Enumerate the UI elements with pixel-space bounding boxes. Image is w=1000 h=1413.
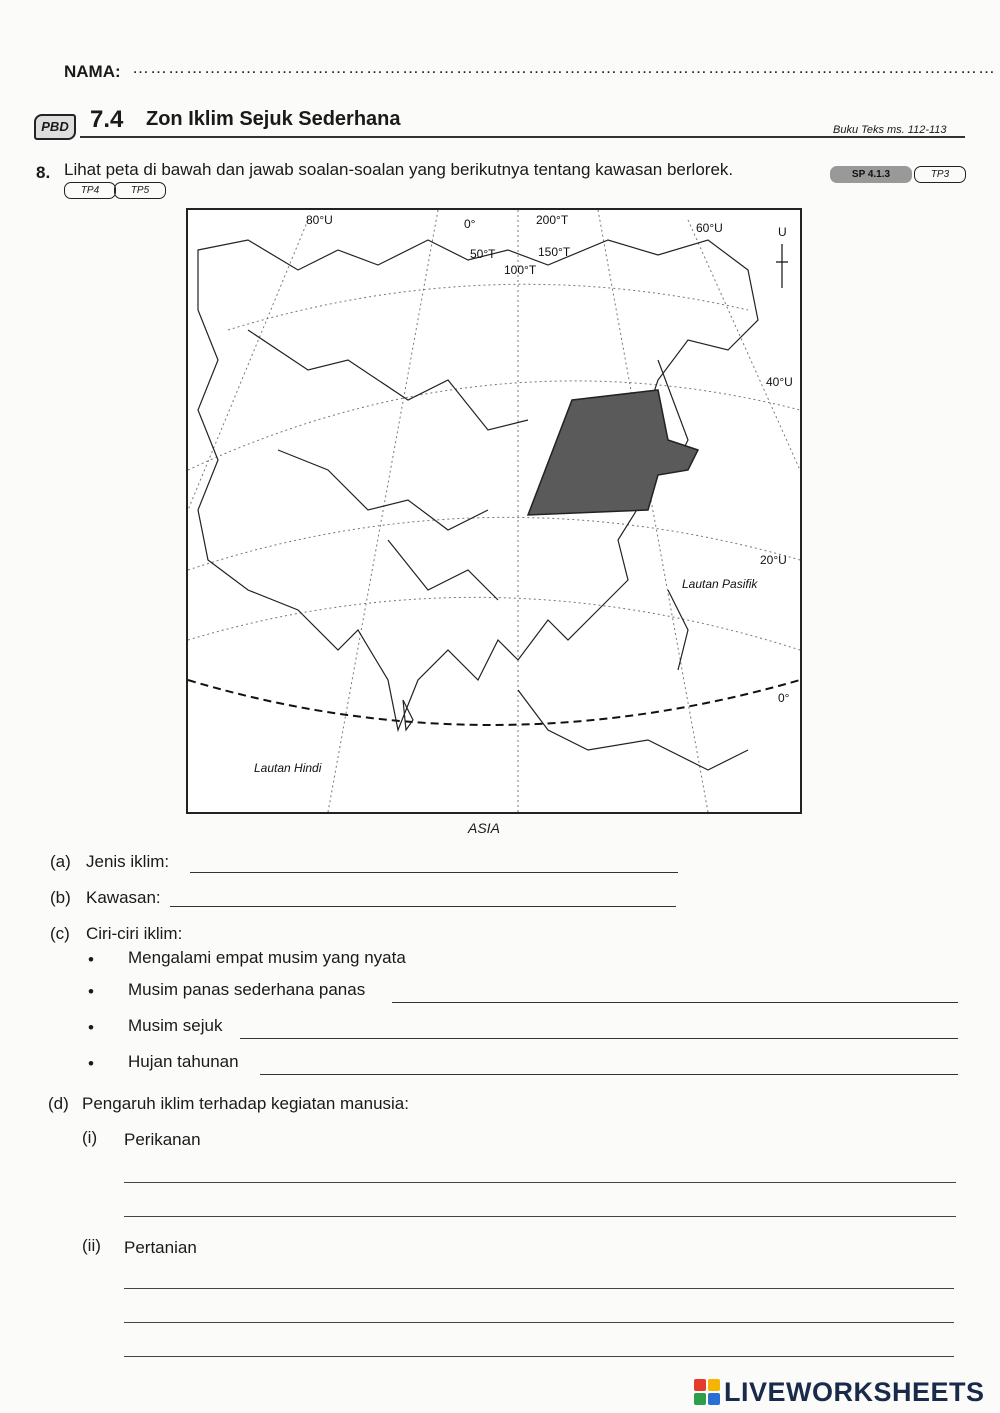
bullet-icon: • xyxy=(88,1054,94,1073)
section-number: 7.4 xyxy=(90,106,124,133)
name-input-line[interactable]: ……………………………………………………………………………………………………………………………… xyxy=(132,58,996,77)
rainfall-answer-line[interactable] xyxy=(260,1074,958,1075)
name-label: NAMA: xyxy=(64,62,121,81)
longitude-line xyxy=(188,220,308,510)
climate-trait-item: Musim sejuk xyxy=(128,1016,223,1035)
shaded-temperate-region xyxy=(528,390,698,515)
map-label-pacific: Lautan Pasifik xyxy=(682,577,758,591)
tp5-tag: TP5 xyxy=(114,182,166,199)
logo-text: LIVEWORKSHEETS xyxy=(724,1376,985,1407)
north-arrow-label: U xyxy=(778,225,787,239)
map-label-40u: 40°U xyxy=(766,375,793,389)
asia-map xyxy=(186,208,802,814)
latitude-line xyxy=(188,597,800,650)
part-d-ii-label: (ii) xyxy=(82,1236,101,1255)
climate-trait-item: Hujan tahunan xyxy=(128,1052,239,1071)
header-divider xyxy=(80,136,965,138)
question-text: Lihat peta di bawah dan jawab soalan-soalan yang berikutnya tentang kawasan berlorek. xyxy=(64,160,734,179)
part-d-ii-text: Pertanian xyxy=(124,1238,197,1257)
equator-line xyxy=(188,680,800,725)
part-b-answer-line[interactable] xyxy=(170,906,676,907)
map-label-50t: 50°T xyxy=(470,247,496,261)
part-d-label: (d) xyxy=(48,1094,69,1113)
part-c-text: Ciri-ciri iklim: xyxy=(86,924,183,943)
fishery-answer-line[interactable] xyxy=(124,1216,956,1217)
map-label-100t: 100°T xyxy=(504,263,537,277)
map-label-200t: 200°T xyxy=(536,213,569,227)
part-a-answer-line[interactable] xyxy=(190,872,678,873)
part-d-i-label: (i) xyxy=(82,1128,98,1147)
part-a-text: Jenis iklim: xyxy=(86,852,170,871)
part-c-label: (c) xyxy=(50,924,70,943)
tp3-tag: TP3 xyxy=(914,166,966,183)
logo-square xyxy=(694,1393,706,1405)
logo-icon xyxy=(694,1379,720,1405)
latitude-line xyxy=(228,284,748,330)
agriculture-answer-line[interactable] xyxy=(124,1322,954,1323)
question-number: 8. xyxy=(36,163,51,182)
part-b-text: Kawasan: xyxy=(86,888,161,907)
climate-trait-item: Musim panas sederhana panas xyxy=(128,980,366,999)
book-reference: Buku Teks ms. 112-113 xyxy=(833,124,947,136)
map-caption: ASIA xyxy=(468,820,500,836)
logo-square xyxy=(708,1393,720,1405)
map-label-indian: Lautan Hindi xyxy=(254,761,322,775)
agriculture-answer-line[interactable] xyxy=(124,1288,954,1289)
part-b-label: (b) xyxy=(50,888,71,907)
bullet-icon: • xyxy=(88,982,94,1001)
map-label-0-lat: 0° xyxy=(778,691,790,705)
latitude-line xyxy=(188,517,800,570)
section-title: Zon Iklim Sejuk Sederhana xyxy=(146,108,401,130)
country-border xyxy=(248,330,528,430)
philippines-outline xyxy=(668,590,688,670)
winter-answer-line[interactable] xyxy=(240,1038,958,1039)
part-a-label: (a) xyxy=(50,852,71,871)
indonesia-outline xyxy=(518,690,748,770)
pbd-badge: PBD xyxy=(34,114,76,140)
map-label-0: 0° xyxy=(464,217,476,231)
bullet-icon: • xyxy=(88,950,94,969)
tp4-tag: TP4 xyxy=(64,182,116,199)
asia-map-graphic xyxy=(188,210,800,812)
agriculture-answer-line[interactable] xyxy=(124,1356,954,1357)
logo-square xyxy=(694,1379,706,1391)
country-border xyxy=(388,540,498,600)
fishery-answer-line[interactable] xyxy=(124,1182,956,1183)
map-label-60u: 60°U xyxy=(696,221,723,235)
asia-continent-outline xyxy=(198,240,758,730)
summer-answer-line[interactable] xyxy=(392,1002,958,1003)
part-d-i-text: Perikanan xyxy=(124,1130,201,1149)
country-border xyxy=(278,450,488,530)
latitude-line xyxy=(188,381,800,470)
sp-tag: SP 4.1.3 xyxy=(830,166,912,183)
longitude-line xyxy=(688,220,800,470)
logo-square xyxy=(708,1379,720,1391)
north-arrow-icon xyxy=(776,244,788,288)
map-label-80u: 80°U xyxy=(306,213,333,227)
liveworksheets-logo[interactable] xyxy=(694,1376,985,1408)
map-label-20u: 20°U xyxy=(760,553,787,567)
map-label-150t: 150°T xyxy=(538,245,571,259)
climate-trait-item: Mengalami empat musim yang nyata xyxy=(128,948,406,967)
part-d-text: Pengaruh iklim terhadap kegiatan manusia: xyxy=(82,1094,409,1113)
bullet-icon: • xyxy=(88,1018,94,1037)
